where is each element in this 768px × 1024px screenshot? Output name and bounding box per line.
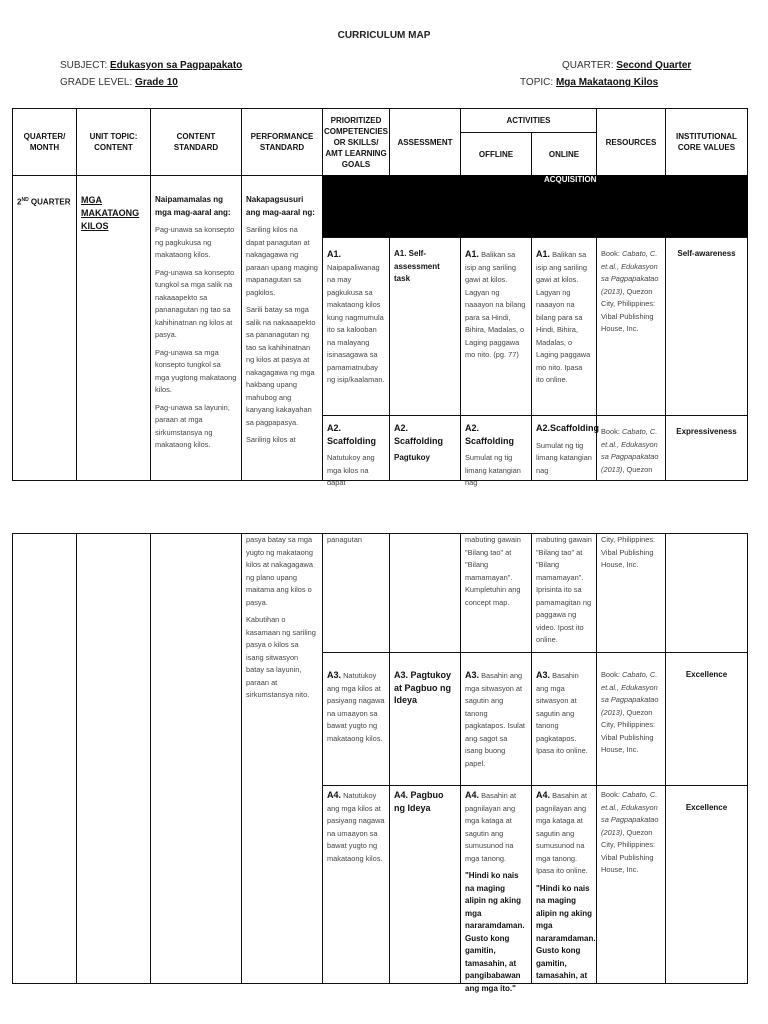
grade-field	[60, 77, 178, 88]
assessment-text: Pagtukoy	[394, 453, 431, 462]
activity-label: A4.	[465, 790, 480, 800]
resource-title: Cabato, C. et.al., Edukasyon sa Pagpapakatao (2013)	[601, 790, 659, 837]
resource-a2-cont: City, Philippines: Vibal Publishing House, Inc.	[596, 533, 666, 653]
content-standard-cell	[150, 175, 242, 481]
resource-suffix: , Quezon	[622, 464, 653, 474]
offline-activity-a2-cont: mabuting gawain "Bilang tao" at "Bilang mamamayan". Kumpletuhin ang concept map.	[460, 533, 532, 653]
page-title: CURRICULUM MAP	[337, 30, 431, 41]
offline-activity-a1	[460, 237, 532, 416]
resource-suffix: , Quezon City, Philippines: Vibal Publishing House, Inc.	[601, 827, 656, 874]
competency-a1	[322, 237, 390, 416]
content-standard-item: Pag-unawa sa mga konsepto tungkol sa mga yugtong makataong kilos.	[155, 347, 237, 394]
core-value-a1: Self-awareness	[665, 237, 748, 416]
header-activities: ACTIVITIES	[460, 108, 597, 133]
resource-prefix: Book:	[601, 670, 622, 679]
competency-label: A3.	[327, 670, 342, 680]
topic-label: TOPIC:	[520, 77, 554, 88]
activity-text: Basahin at pagnilayan ang mga kataga at sagutin ang sumusunod na mga tanong. Ipasa ito online.	[536, 791, 588, 875]
activity-text: Basahin ang mga sitwasyon at sagutin ang tanong pagkatapos. Isulat ang sagot sa isang buong papel.	[465, 671, 525, 768]
quarter-cell	[12, 175, 77, 481]
quarter-label: QUARTER:	[562, 60, 614, 71]
activity-label: A1.	[465, 249, 480, 259]
grade-value: Grade 10	[135, 77, 178, 88]
content-standard-item: Pag-unawa sa layunin, paraan at mga sirkumstansya ng makataong kilos.	[155, 402, 230, 449]
activity-text: Balikan sa isip ang sariling gawi at kilos. Lagyan ng naaayon na bilang para sa Hindi, Bihira, Madalas, o Laging paggawa mo nito. Ipasa ito online.	[536, 250, 591, 384]
competency-label: A1.	[327, 249, 342, 259]
competency-a4	[322, 785, 390, 984]
resource-a3	[596, 652, 666, 786]
resource-title: Cabato, C. et.al., Edukasyon sa Pagpapakatao (2013)	[601, 249, 659, 296]
performance-standard-item: Sarili batay sa mga salik na nakaaapekto sa pananagutan ng tao sa kahihinatnan ng kilos at pasya at nakagagawa ng mga hakbang upang mahubog ang kanyang kakayahan sa pagpapasya.	[246, 305, 316, 427]
resource-title: Cabato, C. et.al., Edukasyon sa Pagpapakatao (2013)	[601, 670, 659, 717]
competency-text: Natutukoy ang mga kilos at pasiyang nagawa na umaayon sa bawat yugto ng makataong kilos.	[327, 671, 385, 743]
resource-a1	[596, 237, 666, 416]
header-offline: OFFLINE	[460, 132, 532, 176]
activity-quote: "Hindi ko nais na maging alipin ng aking mga nararamdaman. Gusto kong gamitin, tamasahin, at pangibabawan ang mga ito."	[465, 871, 525, 993]
content-standard-item: Pag-unawa sa konsepto tungkol sa mga salik na nakaaapekto sa pananagutan ng tao sa kahihinatnan ng kilos at pasya.	[155, 267, 235, 339]
online-activity-a1	[531, 237, 597, 416]
assessment-a4: A4. Pagbuo ng Ideya	[389, 785, 461, 984]
assessment-a2	[389, 415, 461, 481]
subject-value: Edukasyon sa Pagpapakato	[110, 60, 243, 71]
header-online: ONLINE	[531, 132, 597, 176]
content-standard-item: Pag-unawa sa konsepto ng pagkukusa ng makataong kilos.	[155, 225, 235, 259]
resource-title: Cabato, C. et.al., Edukasyon sa Pagpapakatao (2013)	[601, 427, 659, 474]
performance-standard-cell-cont	[241, 533, 323, 984]
activity-text: Balikan sa isip ang sariling gawi at kilos. Lagyan ng naaayon na bilang para sa Hindi, Bihira, Madalas, o Laging paggawa mo nito. (pg. 77)	[465, 250, 526, 359]
resource-suffix: , Quezon City, Philippines: Vibal Publishing House, Inc.	[601, 286, 656, 333]
content-standard-lead: Naipamamalas ng mga mag-aaral ang:	[155, 195, 231, 217]
unit-topic-cell-cont	[76, 533, 151, 984]
online-activity-a3	[531, 652, 597, 786]
header-content-standard: CONTENT STANDARD	[150, 108, 242, 176]
acquisition-band	[322, 175, 748, 238]
header-quarter: QUARTER/ MONTH	[12, 108, 77, 176]
performance-standard-lead: Nakapagsusuri ang mag-aaral ng:	[246, 195, 315, 217]
quarter-sup: ND	[21, 197, 29, 203]
performance-standard-item: Kabutihan o kasamaan ng sariling pasya o kilos sa isang sitwasyon batay sa layunin, paraan at sirkumstansya nito.	[246, 615, 316, 699]
activity-label: A4.	[536, 790, 551, 800]
competency-text: Natutukoy ang mga kilos at pasiyang nagawa na umaayon sa bawat yugto ng makataong kilos.	[327, 791, 385, 863]
activity-label: A2.Scaffolding	[536, 423, 600, 433]
offline-activity-a3	[460, 652, 532, 786]
performance-standard-item: Sariling kilos at	[246, 435, 296, 444]
grade-label: GRADE LEVEL:	[60, 77, 133, 88]
activity-label: A2. Scaffolding	[465, 423, 514, 446]
competency-a2	[322, 415, 390, 487]
activity-text: Sumulat ng tig limang katangian nag	[536, 440, 592, 475]
assessment-a1: A1. Self-assessment task	[389, 237, 461, 416]
competency-text: Natutukoy ang mga kilos na dapat	[327, 453, 375, 487]
assessment-a2-cont	[389, 533, 461, 653]
acquisition-label: ACQUISITION	[544, 175, 597, 184]
online-activity-a4	[531, 785, 597, 984]
competency-text: Naipapaliwanag na may pagkukusa sa makataong kilos kung nagmumula ito sa kalooban na malayang isinasagawa sa pamamatnubay ng isip/kaalaman.	[327, 262, 385, 384]
activity-text: Basahin at pagnilayan ang mga kataga at sagutin ang sumusunod na mga tanong.	[465, 791, 517, 863]
resource-prefix: Book:	[601, 790, 622, 799]
header-core-values: INSTITUTIONAL CORE VALUES	[665, 108, 748, 176]
header-competencies: PRIORITIZED COMPETENCIES OR SKILLS/ AMT LEARNING GOALS	[322, 108, 390, 176]
core-value-a3: Excellence	[665, 652, 748, 786]
resource-prefix: Book:	[601, 249, 622, 258]
activity-label: A3.	[536, 670, 551, 680]
offline-activity-a4	[460, 785, 532, 993]
activity-text: Sumulat ng tig limang katangian nag	[465, 453, 521, 487]
unit-topic-cell: MGA MAKATAONG KILOS	[76, 175, 151, 481]
competency-a3	[322, 652, 390, 786]
content-standard-cell-cont	[150, 533, 242, 984]
activity-quote: "Hindi ko nais na maging alipin ng aking mga nararamdaman. Gusto kong gamitin, tamasahin, at	[536, 883, 596, 980]
core-value-a2-cont	[665, 533, 748, 653]
resource-suffix: , Quezon City, Philippines: Vibal Publishing House, Inc.	[601, 707, 656, 754]
competency-label: A2. Scaffolding	[327, 423, 376, 446]
assessment-a3: A3. Pagtukoy at Pagbuo ng Ideya	[389, 652, 461, 786]
topic-value: Mga Makataong Kilos	[555, 77, 659, 88]
quarter-label: QUARTER	[28, 197, 71, 207]
competency-label: A4.	[327, 790, 342, 800]
resource-a4	[596, 785, 666, 984]
performance-standard-cell	[241, 175, 323, 481]
online-activity-a2-cont: mabuting gawain "Bilang tao" at "Bilang mamamayan". Iprisinta ito sa pamamagitan ng paggawa ng video. Ipost ito online.	[531, 533, 597, 653]
header-resources: RESOURCES	[596, 108, 666, 176]
resource-a2	[596, 415, 666, 481]
activity-label: A3.	[465, 670, 480, 680]
performance-standard-item: Sariling kilos na dapat panagutan at nakagagawa ng paraan upang maging mapanagutan sa pagkilos.	[246, 225, 318, 297]
quarter-value: Second Quarter	[616, 60, 692, 71]
performance-standard-item: pasya batay sa mga yugto ng makataong kilos at nakagagawa ng plano upang maitama ang kilos o pasya.	[246, 535, 313, 607]
core-value-a4: Excellence	[665, 785, 748, 984]
subject-label: SUBJECT:	[60, 60, 108, 71]
header-assessment: ASSESSMENT	[389, 108, 461, 176]
header-unit: UNIT TOPIC: CONTENT	[76, 108, 151, 176]
offline-activity-a2	[460, 415, 532, 487]
quarter-field	[562, 60, 691, 71]
activity-label: A1.	[536, 249, 551, 259]
core-value-a2: Expressiveness	[665, 415, 748, 481]
quarter-cell-cont	[12, 533, 77, 984]
competency-a2-cont: panagutan	[322, 533, 390, 653]
subject-field	[60, 60, 242, 71]
quarter-number: 2	[17, 197, 22, 207]
resource-prefix: Book:	[601, 427, 622, 436]
online-activity-a2	[531, 415, 600, 481]
topic-field	[520, 77, 658, 88]
header-performance-standard: PERFORMANCE STANDARD	[241, 108, 323, 176]
assessment-label: A2. Scaffolding	[394, 423, 443, 446]
activity-text: Basahin ang mga sitwasyon at sagutin ang tanong pagkatapos. Ipasa ito online.	[536, 671, 588, 755]
